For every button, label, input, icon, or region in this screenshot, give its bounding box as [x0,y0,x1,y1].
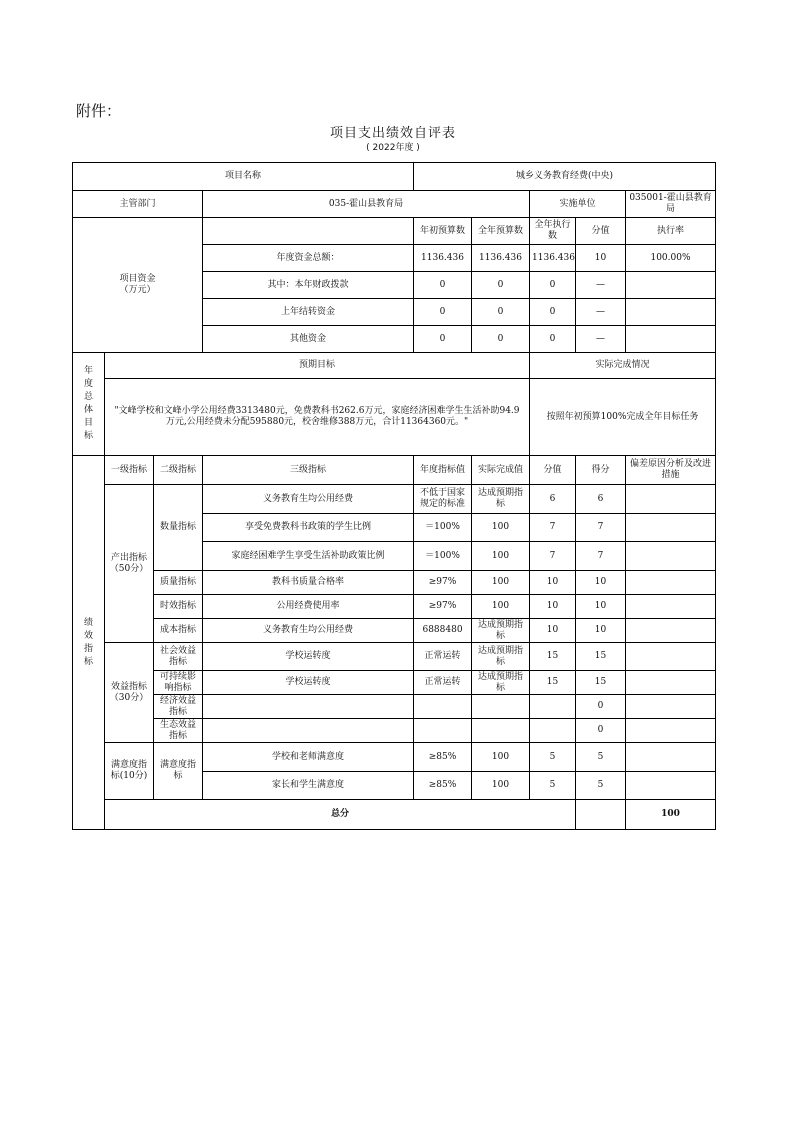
project-name-label: 项目名称 [73,163,414,191]
expected-goal-text: "文峰学校和文峰小学公用经费3313480元，免费教科书262.6万元，家庭经济困难学生生活补助94.9万元,公用经费未分配595880元，校舍维修388万元，合计11364360元。" [105,379,530,456]
actual-value: 100 [472,772,530,800]
l2-indicator: 社会效益指标 [154,643,203,671]
target-value: ＝100% [414,514,472,542]
deviation-reason [626,514,716,542]
deviation-reason [626,571,716,595]
l3-indicator: 家长和学生满意度 [203,772,414,800]
score: 15 [576,671,626,695]
l3-indicator: 义务教育生均公用经费 [203,619,414,643]
score-value: 15 [530,643,576,671]
funds-cell: — [576,326,626,353]
deviation-reason [626,743,716,772]
actual-value: 达成预期指标 [472,619,530,643]
total-row [73,800,716,830]
score-value [530,719,576,743]
deviation-reason [626,695,716,719]
score: 5 [576,772,626,800]
target-value: ≥97% [414,571,472,595]
score-value: 6 [530,485,576,514]
indicator-row [73,571,716,595]
deviation-reason [626,485,716,514]
actual-value: 100 [472,743,530,772]
score: 15 [576,643,626,671]
l2-indicator: 成本指标 [154,619,203,643]
perf-header: 年度指标值 [414,456,472,485]
funds-row-label: 上年结转资金 [203,299,414,326]
l3-indicator: 学校和老师满意度 [203,743,414,772]
funds-cell: 0 [530,299,576,326]
funds-header: 全年执行数 [530,218,576,245]
deviation-reason [626,619,716,643]
perf-header: 分值 [530,456,576,485]
indicator-row [73,743,716,772]
score: 7 [576,542,626,571]
funds-cell [626,326,716,353]
score-value: 10 [530,571,576,595]
expected-goal-header: 预期目标 [105,353,530,379]
perf-header: 得分 [576,456,626,485]
l2-indicator: 满意度指标 [154,743,203,800]
deviation-reason [626,671,716,695]
indicator-row [73,695,716,719]
l3-indicator: 公用经费使用率 [203,595,414,619]
actual-value: 达成预期指标 [472,643,530,671]
indicator-row [73,595,716,619]
target-value: ≥85% [414,772,472,800]
funds-label: 项目资金 （万元） [73,218,203,353]
l3-indicator [203,695,414,719]
funds-cell [626,299,716,326]
score: 10 [576,571,626,595]
actual-value: 达成预期指标 [472,485,530,514]
score: 0 [576,719,626,743]
l2-indicator: 经济效益指标 [154,695,203,719]
funds-cell: 1136.436 [472,245,530,272]
funds-cell [626,272,716,299]
actual-value: 100 [472,514,530,542]
output-indicator-label: 产出指标 （50分） [105,485,154,643]
l2-indicator: 生态效益指标 [154,719,203,743]
deviation-reason [626,542,716,571]
score-value: 7 [530,542,576,571]
score: 10 [576,595,626,619]
benefit-indicator-label: 效益指标 （30分） [105,643,154,743]
funds-cell: 0 [472,326,530,353]
perf-header-row [73,456,716,485]
funds-cell: — [576,299,626,326]
target-value [414,695,472,719]
actual-value: 100 [472,542,530,571]
l3-indicator: 教科书质量合格率 [203,571,414,595]
funds-header: 全年预算数 [472,218,530,245]
funds-cell: 0 [414,326,472,353]
funds-header: 分值 [576,218,626,245]
project-name-row [73,163,716,191]
total-actual [576,800,626,830]
score-value: 10 [530,619,576,643]
score: 10 [576,619,626,643]
deviation-reason [626,643,716,671]
funds-header-row [73,218,716,245]
score-value: 5 [530,772,576,800]
goals-content-row [73,379,716,456]
l2-indicator: 质量指标 [154,571,203,595]
actual-value: 达成预期指标 [472,671,530,695]
deviation-reason [626,772,716,800]
funds-row-label: 年度资金总额： [203,245,414,272]
score-value [530,695,576,719]
department-row [73,191,716,218]
perf-header: 偏差原因分析及改进措施 [626,456,716,485]
actual-completion-header: 实际完成情况 [530,353,716,379]
target-value: 正常运转 [414,643,472,671]
indicator-row [73,485,716,514]
deviation-reason [626,719,716,743]
funds-cell: 0 [414,272,472,299]
target-value [414,719,472,743]
funds-header-blank [203,218,414,245]
actual-value [472,695,530,719]
actual-value: 100 [472,595,530,619]
funds-header: 年初预算数 [414,218,472,245]
funds-cell: 0 [530,326,576,353]
target-value: 不低于国家规定的标准 [414,485,472,514]
target-value: 正常运转 [414,671,472,695]
target-value: ≥85% [414,743,472,772]
impl-label: 实施单位 [530,191,626,218]
total-label: 总分 [105,800,576,830]
goals-section-label: 年度总体目标 [73,353,105,456]
actual-completion-text: 按照年初预算100%完成全年目标任务 [530,379,716,456]
perf-section-label: 绩效指标 [73,456,105,830]
funds-cell: 1136.436 [530,245,576,272]
l3-indicator: 学校运转度 [203,671,414,695]
funds-row-label: 其他资金 [203,326,414,353]
indicator-row [73,619,716,643]
score-value: 10 [530,595,576,619]
score: 7 [576,514,626,542]
year-label: ( 2022年度 ) [366,143,420,153]
score-value: 5 [530,743,576,772]
indicator-row [73,643,716,671]
funds-header: 执行率 [626,218,716,245]
l2-indicator: 时效指标 [154,595,203,619]
project-name-value: 城乡义务教育经费(中央) [414,163,716,191]
funds-cell: 0 [414,299,472,326]
page-title: 项目支出绩效自评表 [329,126,456,141]
perf-header: 二级指标 [154,456,203,485]
goals-header-row [73,353,716,379]
score-value: 15 [530,671,576,695]
attachment-label: 附件： [76,102,122,120]
l3-indicator: 义务教育生均公用经费 [203,485,414,514]
funds-cell: — [576,272,626,299]
indicator-row [73,719,716,743]
score: 0 [576,695,626,719]
actual-value [472,719,530,743]
total-value: 100 [626,800,716,830]
l2-indicator: 可持续影响指标 [154,671,203,695]
dept-value: 035-霍山县教育局 [203,191,530,218]
l3-indicator: 学校运转度 [203,643,414,671]
score-value: 7 [530,514,576,542]
l3-indicator: 家庭经困难学生享受生活补助政策比例 [203,542,414,571]
funds-cell: 0 [530,272,576,299]
funds-cell: 1136.436 [414,245,472,272]
satisfaction-indicator-label: 满意度指 标(10分) [105,743,154,800]
l3-indicator [203,719,414,743]
l3-indicator: 享受免费教科书政策的学生比例 [203,514,414,542]
quantity-indicator-label: 数量指标 [154,485,203,571]
target-value: ＝100% [414,542,472,571]
funds-cell: 100.00% [626,245,716,272]
score: 6 [576,485,626,514]
perf-header: 一级指标 [105,456,154,485]
funds-cell: 10 [576,245,626,272]
score: 5 [576,743,626,772]
self-evaluation-table [72,162,716,830]
funds-cell: 0 [472,299,530,326]
indicator-row [73,671,716,695]
deviation-reason [626,595,716,619]
dept-label: 主管部门 [73,191,203,218]
perf-header: 三级指标 [203,456,414,485]
funds-cell: 0 [472,272,530,299]
perf-header: 实际完成值 [472,456,530,485]
actual-value: 100 [472,571,530,595]
target-value: 6888480 [414,619,472,643]
target-value: ≥97% [414,595,472,619]
impl-value: 035001-霍山县教育局 [626,191,716,218]
funds-row-label: 其中：本年财政拨款 [203,272,414,299]
